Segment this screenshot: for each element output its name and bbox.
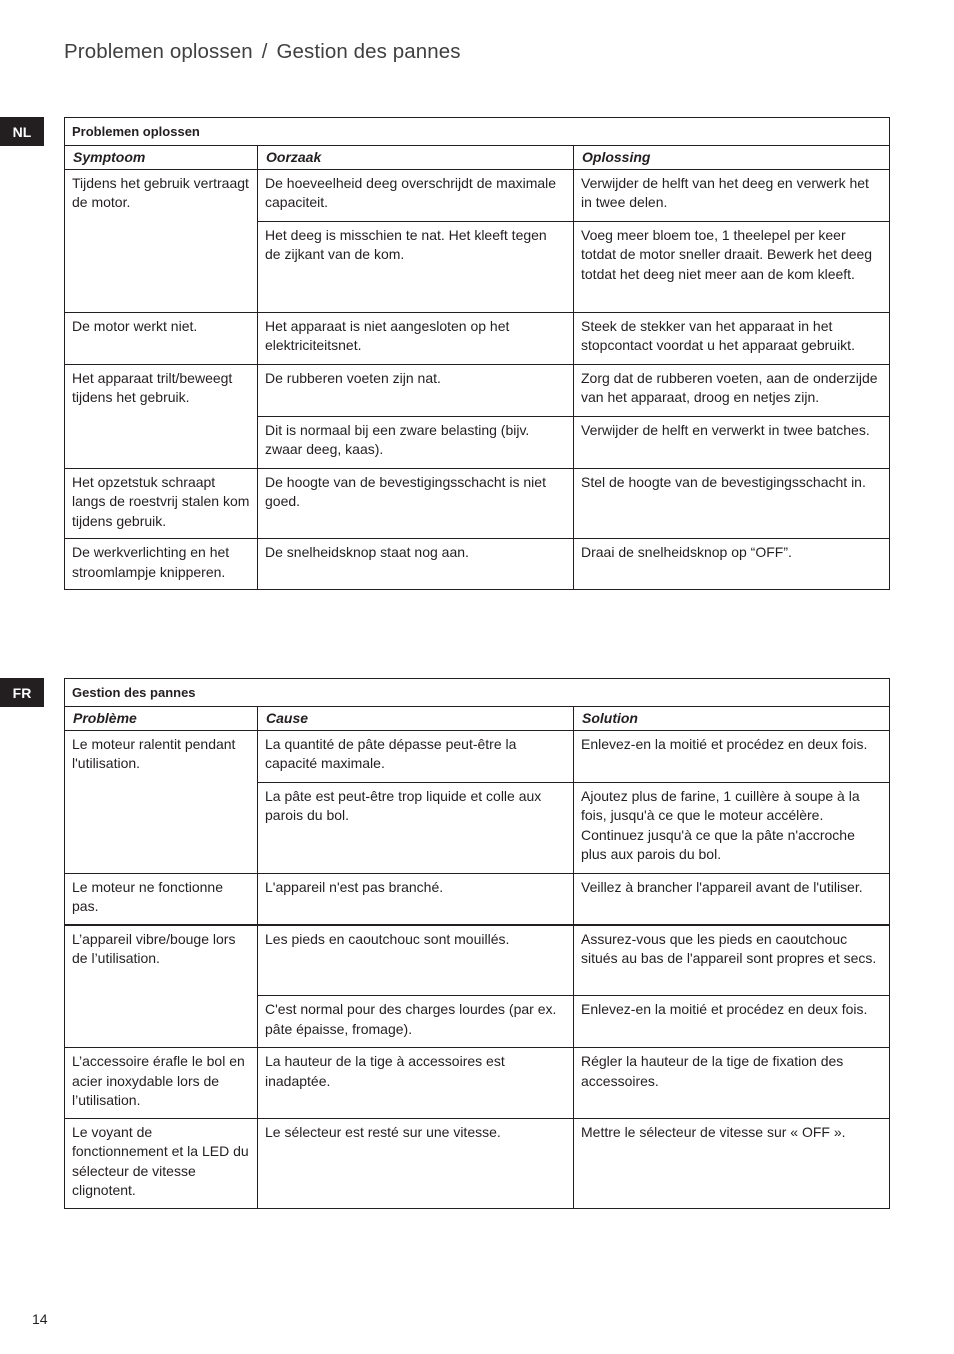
header-title-fr: Gestion des pannes xyxy=(276,40,461,63)
table-header-row xyxy=(65,145,890,169)
column-header: Symptoom xyxy=(65,145,258,169)
solution-cell: Zorg dat de rubberen voeten, aan de onderzijde van het apparaat, droog en netjes zijn. xyxy=(574,364,890,416)
cause-cell: Le sélecteur est resté sur une vitesse. xyxy=(258,1118,574,1208)
symptom-cell: Tijdens het gebruik vertraagt de motor. xyxy=(65,169,258,312)
solution-cell: Verwijder de helft en verwerkt in twee batches. xyxy=(574,416,890,468)
page-number: 14 xyxy=(32,1311,48,1327)
solution-cell: Draai de snelheidsknop op “OFF”. xyxy=(574,539,890,590)
solution-cell: Enlevez-en la moitié et procédez en deux fois. xyxy=(574,996,890,1048)
solution-cell: Stel de hoogte van de bevestigingsschacht in. xyxy=(574,468,890,539)
column-header: Cause xyxy=(258,706,574,730)
cause-cell: Het deeg is misschien te nat. Het kleeft tegen de zijkant van de kom. xyxy=(258,221,574,312)
table-header-row xyxy=(65,706,890,730)
symptom-cell: Le voyant de fonctionnement et la LED du sélecteur de vitesse clignotent. xyxy=(65,1118,258,1208)
header-separator: / xyxy=(261,40,268,63)
cause-cell: La pâte est peut-être trop liquide et colle aux parois du bol. xyxy=(258,782,574,873)
solution-cell: Veillez à brancher l'appareil avant de l'utiliser. xyxy=(574,873,890,925)
cause-cell: Het apparaat is niet aangesloten op het elektriciteitsnet. xyxy=(258,312,574,364)
symptom-cell: Le moteur ralentit pendant l'utilisation. xyxy=(65,730,258,873)
table-row xyxy=(65,730,890,782)
solution-cell: Ajoutez plus de farine, 1 cuillère à soupe à la fois, jusqu'à ce que le moteur accélère. Continuez jusqu'à ce que la pâte n'accroche plus aux parois du bol. xyxy=(574,782,890,873)
symptom-cell: De werkverlichting en het stroomlampje knipperen. xyxy=(65,539,258,590)
symptom-cell: Le moteur ne fonctionne pas. xyxy=(65,873,258,925)
symptom-cell: Het opzetstuk schraapt langs de roestvrij stalen kom tijdens gebruik. xyxy=(65,468,258,539)
cause-cell: Les pieds en caoutchouc sont mouillés. xyxy=(258,925,574,996)
cause-cell: C'est normal pour des charges lourdes (par ex. pâte épaisse, fromage). xyxy=(258,996,574,1048)
table-row xyxy=(65,873,890,925)
table-row xyxy=(65,312,890,364)
language-tab-nl: NL xyxy=(0,117,44,146)
troubleshooting-table-nl xyxy=(64,117,890,590)
solution-cell: Voeg meer bloem toe, 1 theelepel per keer totdat de motor sneller draait. Bewerk het deeg totdat het deeg niet meer aan de kom kleeft. xyxy=(574,221,890,312)
language-tab-fr: FR xyxy=(0,678,44,707)
symptom-cell: L’accessoire érafle le bol en acier inoxydable lors de l’utilisation. xyxy=(65,1048,258,1119)
table-row xyxy=(65,925,890,996)
page-header xyxy=(64,40,461,64)
cause-cell: La quantité de pâte dépasse peut-être la capacité maximale. xyxy=(258,730,574,782)
header-title-nl: Problemen oplossen xyxy=(64,40,253,63)
cause-cell: L'appareil n'est pas branché. xyxy=(258,873,574,925)
table-row xyxy=(65,364,890,416)
cause-cell: De hoeveelheid deeg overschrijdt de maximale capaciteit. xyxy=(258,169,574,221)
table-row xyxy=(65,539,890,590)
column-header: Oplossing xyxy=(574,145,890,169)
solution-cell: Assurez-vous que les pieds en caoutchouc situés au bas de l'appareil sont propres et secs. xyxy=(574,925,890,996)
table-row xyxy=(65,468,890,539)
solution-cell: Mettre le sélecteur de vitesse sur « OFF ». xyxy=(574,1118,890,1208)
solution-cell: Enlevez-en la moitié et procédez en deux fois. xyxy=(574,730,890,782)
cause-cell: La hauteur de la tige à accessoires est inadaptée. xyxy=(258,1048,574,1119)
cause-cell: Dit is normaal bij een zware belasting (bijv. zwaar deeg, kaas). xyxy=(258,416,574,468)
table-row xyxy=(65,169,890,221)
table-title-row xyxy=(65,679,890,707)
column-header: Oorzaak xyxy=(258,145,574,169)
solution-cell: Régler la hauteur de la tige de fixation des accessoires. xyxy=(574,1048,890,1119)
solution-cell: Verwijder de helft van het deeg en verwerk het in twee delen. xyxy=(574,169,890,221)
cause-cell: De hoogte van de bevestigingsschacht is niet goed. xyxy=(258,468,574,539)
table-title-row xyxy=(65,118,890,146)
symptom-cell: L’appareil vibre/bouge lors de l’utilisation. xyxy=(65,925,258,1048)
column-header: Problème xyxy=(65,706,258,730)
symptom-cell: De motor werkt niet. xyxy=(65,312,258,364)
solution-cell: Steek de stekker van het apparaat in het stopcontact voordat u het apparaat gebruikt. xyxy=(574,312,890,364)
troubleshooting-table-fr xyxy=(64,678,890,1209)
table-title: Problemen oplossen xyxy=(65,118,890,146)
symptom-cell: Het apparaat trilt/beweegt tijdens het gebruik. xyxy=(65,364,258,468)
table-title: Gestion des pannes xyxy=(65,679,890,707)
table-row xyxy=(65,1048,890,1119)
table-row xyxy=(65,1118,890,1208)
column-header: Solution xyxy=(574,706,890,730)
cause-cell: De snelheidsknop staat nog aan. xyxy=(258,539,574,590)
cause-cell: De rubberen voeten zijn nat. xyxy=(258,364,574,416)
